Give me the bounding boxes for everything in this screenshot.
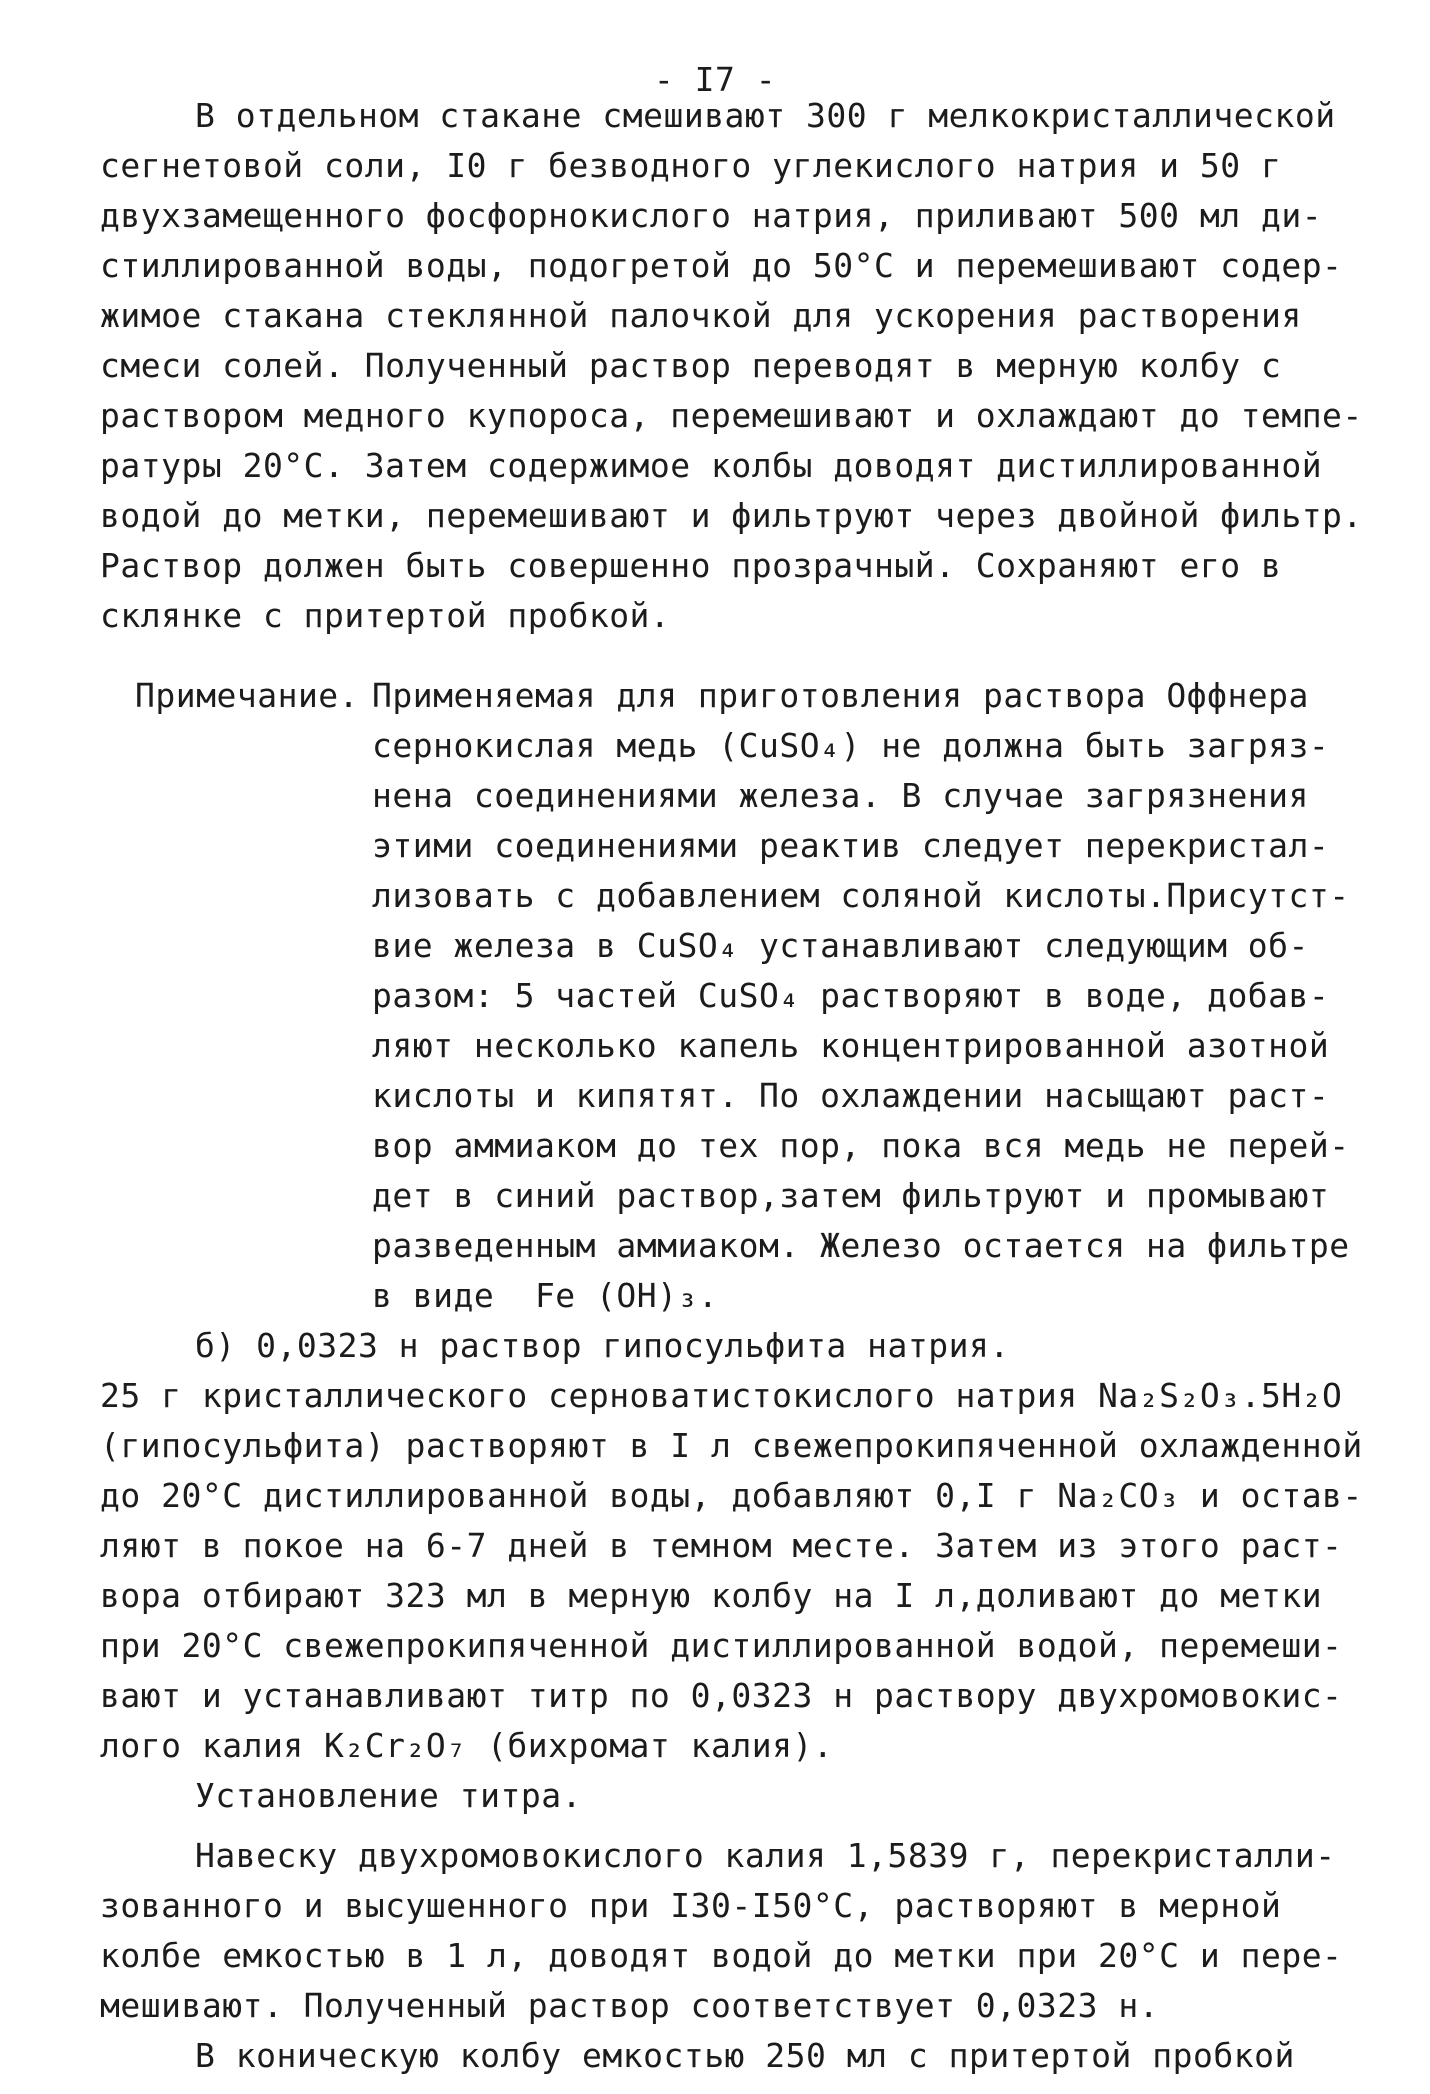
section-c-line: В коническую колбу емкостью 250 мл с притертой пробкой [195,2036,1295,2075]
section-c-line: колбе емкостью в 1 л, доводят водой до метки при 20°С и пере- [100,1936,1343,1975]
note-line: этими соединениями реактив следует перекристал- [372,826,1330,865]
section-b-line: при 20°С свежепрокипяченной дистиллированной водой, перемеши- [100,1626,1343,1665]
note-line: вие железа в CuSO₄ устанавливают следующим об- [372,926,1309,965]
section-b-line: (гипосульфита) растворяют в I л свежепрокипяченной охлажденной [100,1426,1363,1465]
section-c-line: мешивают. Полученный раствор соответствует 0,0323 н. [100,1986,1160,2025]
note-line: ляют несколько капель концентрированной азотной [372,1026,1330,1065]
section-b-line: 25 г кристаллического серноватистокислого натрия Na₂S₂O₃.5H₂O [100,1376,1343,1415]
section-c-line: зованного и высушенного при I30-I50°С, растворяют в мерной [100,1886,1282,1925]
section-b-line: вают и устанавливают титр по 0,0323 н раствору двухромовокис- [100,1676,1343,1715]
note-line: разведенным аммиаком. Железо остается на фильтре [372,1226,1350,1265]
note-line: Применяемая для приготовления раствора Оффнера [372,676,1309,715]
subheading-titration: Установление титра. [195,1776,582,1815]
section-b-line: вора отбирают 323 мл в мерную колбу на I л,доливают до метки [100,1576,1323,1615]
section-b-line: до 20°С дистиллированной воды, добавляют 0,I г Na₂CO₃ и остав- [100,1476,1363,1515]
paragraph1-line: раствором медного купороса, перемешивают и охлаждают до темпе- [100,396,1363,435]
paragraph1-line: Раствор должен быть совершенно прозрачный. Сохраняют его в [100,546,1282,585]
note-label: Примечание. [135,676,360,715]
paragraph1-line: двухзамещенного фосфорнокислого натрия, приливают 500 мл ди- [100,196,1323,235]
paragraph1-line: В отдельном стакане смешивают 300 г мелкокристаллической [195,96,1336,135]
note-line: лизовать с добавлением соляной кислоты.Присутст- [372,876,1350,915]
section-b-line: ляют в покое на 6-7 дней в темном месте. Затем из этого раст- [100,1526,1343,1565]
paragraph1-line: смеси солей. Полученный раствор переводят в мерную колбу с [100,346,1282,385]
paragraph1-line: склянке с притертой пробкой. [100,596,671,635]
page-number: - I7 - [653,60,777,99]
note-line: сернокислая медь (CuSO₄) не должна быть загряз- [372,726,1330,765]
note-line: в виде Fe (OH)₃. [372,1276,719,1315]
paragraph1-line: жимое стакана стеклянной палочкой для ускорения растворения [100,296,1302,335]
section-b-line: лого калия K₂Cr₂O₇ (бихромат калия). [100,1726,834,1765]
note-line: разом: 5 частей CuSO₄ растворяют в воде, добав- [372,976,1330,1015]
note-line: нена соединениями железа. В случае загрязнения [372,776,1309,815]
note-line: кислоты и кипятят. По охлаждении насыщают раст- [372,1076,1330,1115]
paragraph1-line: сегнетовой соли, I0 г безводного углекислого натрия и 50 г [100,146,1282,185]
note-line: вор аммиаком до тех пор, пока вся медь не перей- [372,1126,1350,1165]
section-c-line: Навеску двухромовокислого калия 1,5839 г, перекристалли- [195,1836,1336,1875]
note-line: дет в синий раствор,затем фильтруют и промывают [372,1176,1330,1215]
paragraph1-line: водой до метки, перемешивают и фильтруют через двойной фильтр. [100,496,1363,535]
section-b-heading: б) 0,0323 н раствор гипосульфита натрия. [195,1326,1010,1365]
paragraph1-line: ратуры 20°С. Затем содержимое колбы доводят дистиллированной [100,446,1323,485]
paragraph1-line: стиллированной воды, подогретой до 50°С и перемешивают содер- [100,246,1343,285]
